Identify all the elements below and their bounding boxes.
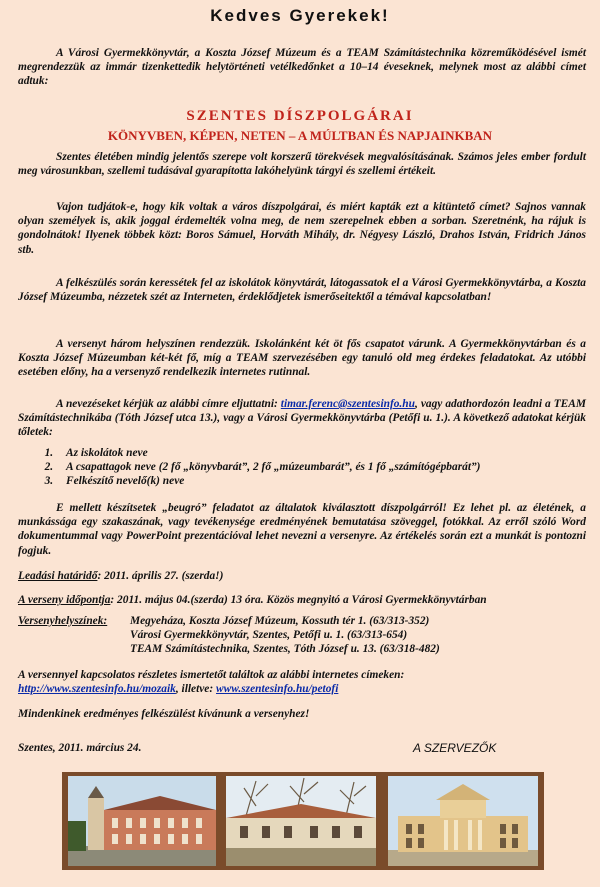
petofi-link[interactable]: www.szentesinfo.hu/petofi: [216, 683, 339, 696]
place-date: Szentes, 2011. március 24.: [18, 742, 142, 754]
venue-row: [18, 614, 586, 628]
venues-block: [18, 614, 586, 657]
requirement-item: 1. Az iskolátok neve: [56, 446, 586, 460]
closing-wish: Mindenkinek eredményes felkészülést kívánunk a versenyhez!: [18, 708, 310, 720]
contest-title: SZENTES DÍSZPOLGÁRAI: [186, 108, 414, 124]
venues-label: Versenyhelyszínek:: [18, 615, 108, 627]
photo-strip: [62, 772, 544, 870]
venue-item: TEAM Számítástechnika, Szentes, Tóth József u. 13. (63/318-482): [130, 643, 440, 656]
email-link[interactable]: timar.ferenc@szentesinfo.hu: [280, 398, 415, 410]
requirement-item: 2. A csapattagok neve (2 fő „könyvbarát”, 2 fő „múzeumbarát”, és 1 fő „számítógépbarát”): [56, 460, 586, 474]
contest-subtitle: KÖNYVBEN, KÉPEN, NETEN – A MÚLTBAN ÉS NAPJAINKBAN: [107, 128, 493, 143]
mozaik-link[interactable]: http://www.szentesinfo.hu/mozaik: [18, 683, 176, 696]
paragraph-citizens: Vajon tudjátok-e, hogy kik voltak a város díszpolgárai, és miért kapták ezt a kitüntető címet? Sajnos vannak olyan személyek is, akik joggal érdemelték volna meg, de nem szerepelnek ebben a sorban. Szeretnénk, ha rájuk is gondolnátok! Ilyenek többek közt: Boros Sámuel, Horváth Mihály, dr. Négyesy László, Drahos István, Fridrich János stb.: [18, 201, 586, 256]
requirements-list: [18, 446, 586, 489]
date-line: [18, 593, 586, 607]
venue-item: Megyeháza, Koszta József Múzeum, Kossuth tér 1. (63/313-352): [130, 615, 430, 627]
date-label: A verseny időpontja: [18, 594, 111, 606]
venue-row: [18, 642, 586, 656]
venue-item: Városi Gyermekkönyvtár, Szentes, Petőfi u. 1. (63/313-654): [130, 629, 408, 642]
deadline-value: : 2011. április 27. (szerda!): [97, 570, 224, 582]
link-separator: , illetve:: [175, 683, 216, 696]
signature: A SZERVEZŐK: [413, 741, 497, 755]
intro-paragraph: A Városi Gyermekkönyvtár, a Koszta József Múzeum és a TEAM Számítástechnika közreműködésével ismét megrendezzük az immár tizenkettedik helytörténeti vetélkedőnket a 10–14 éveseknek, melynek most az alábbi címet adtuk:: [18, 47, 586, 88]
paragraph-entry: [18, 397, 586, 440]
links-intro: A versennyel kapcsolatos részletes ismertetőt találtok az alábbi internetes címeken:: [18, 669, 405, 681]
venue-row: [18, 628, 586, 642]
paragraph-preparation: A felkészülés során keressétek fel az iskolátok könyvtárát, látogassatok el a Városi Gyermekkönyvtárba, a Koszta József Múzeumba, nézzetek szét az Interneten, érdeklődjetek ismerőseitektől a témával kapcsolatban!: [18, 277, 586, 304]
county-hall-photo: [68, 776, 216, 866]
links-block: [18, 668, 586, 696]
library-photo: [226, 776, 376, 866]
greeting-heading: Kedves Gyerekek!: [210, 6, 390, 25]
museum-photo: [388, 776, 538, 866]
links-line: [18, 682, 586, 696]
paragraph-history: Szentes életében mindig jelentős szerepe volt korszerű törekvések megvalósításának. Számos jeles ember fordult meg városunkban, szellemi tudásával gyarapította lakóhelyünk tárgyi és szellemi értékeit.: [18, 151, 586, 178]
deadline-label: Leadási határidő: [18, 570, 98, 582]
date-value: : 2011. május 04.(szerda) 13 óra. Közös megnyitó a Városi Gyermekkönyvtárban: [110, 594, 487, 606]
entry-text-post: , vagy adathordozón leadni a TEAM Számítástechnikába (Tóth József utca 13.), vagy a Városi Gyermekkönyvtárba (Petőfi u. 1.). A következő adatokat kérjük tőletek:: [18, 398, 586, 439]
paragraph-task: E mellett készítsetek „beugró” feladatot az általatok kiválasztott díszpolgárról! Ez lehet pl. az életének, a munkássága egy szakaszának, vagy tevékenysége eredményének bemutatása szöveggel, fotókkal. Az erről szóló Word dokumentummal vagy PowerPoint prezentációval lehet nevezni a versenyre. Az értékelés során ezt a munkát is pontozni fogjuk.: [18, 502, 586, 557]
paragraph-venues-teams: A versenyt három helyszínen rendezzük. Iskolánként két öt fős csapatot várunk. A Gyermekkönyvtárban és a Koszta József Múzeumban két-két fő, míg a TEAM szervezésében egy tanuló old meg érdekes feladatokat. Az utóbbi esetében előny, ha a versenyző rendelkezik internetes rutinnal.: [18, 338, 586, 379]
deadline-line: [18, 569, 586, 583]
requirements-list-wrap: [18, 446, 586, 489]
requirement-item: 3. Felkészítő nevelő(k) neve: [56, 474, 586, 488]
entry-text-pre: A nevezéseket kérjük az alábbi címre eljuttatni:: [56, 398, 281, 410]
